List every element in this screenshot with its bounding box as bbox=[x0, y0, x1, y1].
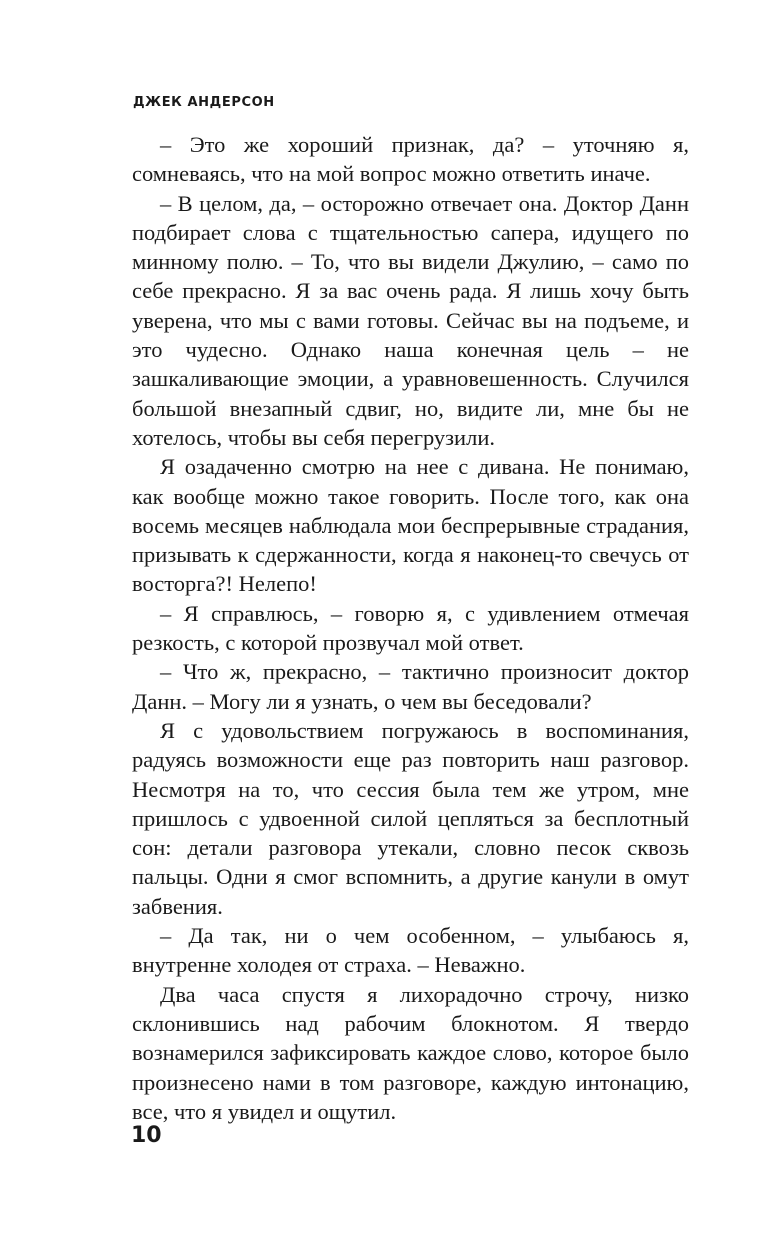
paragraph: – В целом, да, – осторожно отвечает она. Доктор Данн подбирает слова с тщательностью сапера, идущего по минному полю. – То, что вы видели Джулию, – само по себе прекрасно. Я за вас очень рада. Я лишь хочу быть уверена, что мы с вами готовы. Сейчас вы на подъеме, и это чудесно. Однако наша конечная цель – не зашкаливающие эмоции, а уравновешенность. Случился большой внезапный сдвиг, но, видите ли, мне бы не хотелось, чтобы вы себя перегрузили. bbox=[132, 190, 689, 450]
paragraph: Два часа спустя я лихорадочно строчу, низко склонившись над рабочим блокнотом. Я твердо вознамерился зафиксировать каждое слово, которое было произнесено нами в том разговоре, каждую интонацию, все, что я увидел и ощутил. bbox=[132, 981, 689, 1124]
paragraph: – Что ж, прекрасно, – тактично произносит доктор Данн. – Могу ли я узнать, о чем вы беседовали? bbox=[132, 659, 689, 714]
paragraph: Я озадаченно смотрю на нее с дивана. Не понимаю, как вообще можно такое говорить. После того, как она восемь месяцев наблюдала мои беспрерывные страдания, призывать к сдержанности, когда я наконец-то свечусь от восторга?! Нелепо! bbox=[132, 454, 689, 597]
paragraph: – Я справлюсь, – говорю я, с удивлением отмечая резкость, с которой прозвучал мой ответ. bbox=[132, 600, 689, 656]
paragraph: Я с удовольствием погружаюсь в воспоминания, радуясь возможности еще раз повторить наш разговор. Несмотря на то, что сессия была тем же утром, мне пришлось с удвоенной силой цепляться за бесплотный сон: детали разговора утекали, словно песок сквозь пальцы. Одни я смог вспомнить, а другие канули в омут забвения. bbox=[132, 717, 689, 919]
body-text bbox=[132, 130, 689, 1126]
paragraph: – Это же хороший признак, да? – уточняю я, сомневаясь, что на мой вопрос можно ответить иначе. bbox=[132, 132, 689, 187]
paragraph: – Да так, ни о чем особенном, – улыбаюсь я, внутренне холодея от страха. – Неважно. bbox=[132, 923, 689, 978]
page-number: 10 bbox=[131, 1123, 162, 1148]
running-head-author: ДЖЕК АНДЕРСОН bbox=[133, 95, 275, 110]
